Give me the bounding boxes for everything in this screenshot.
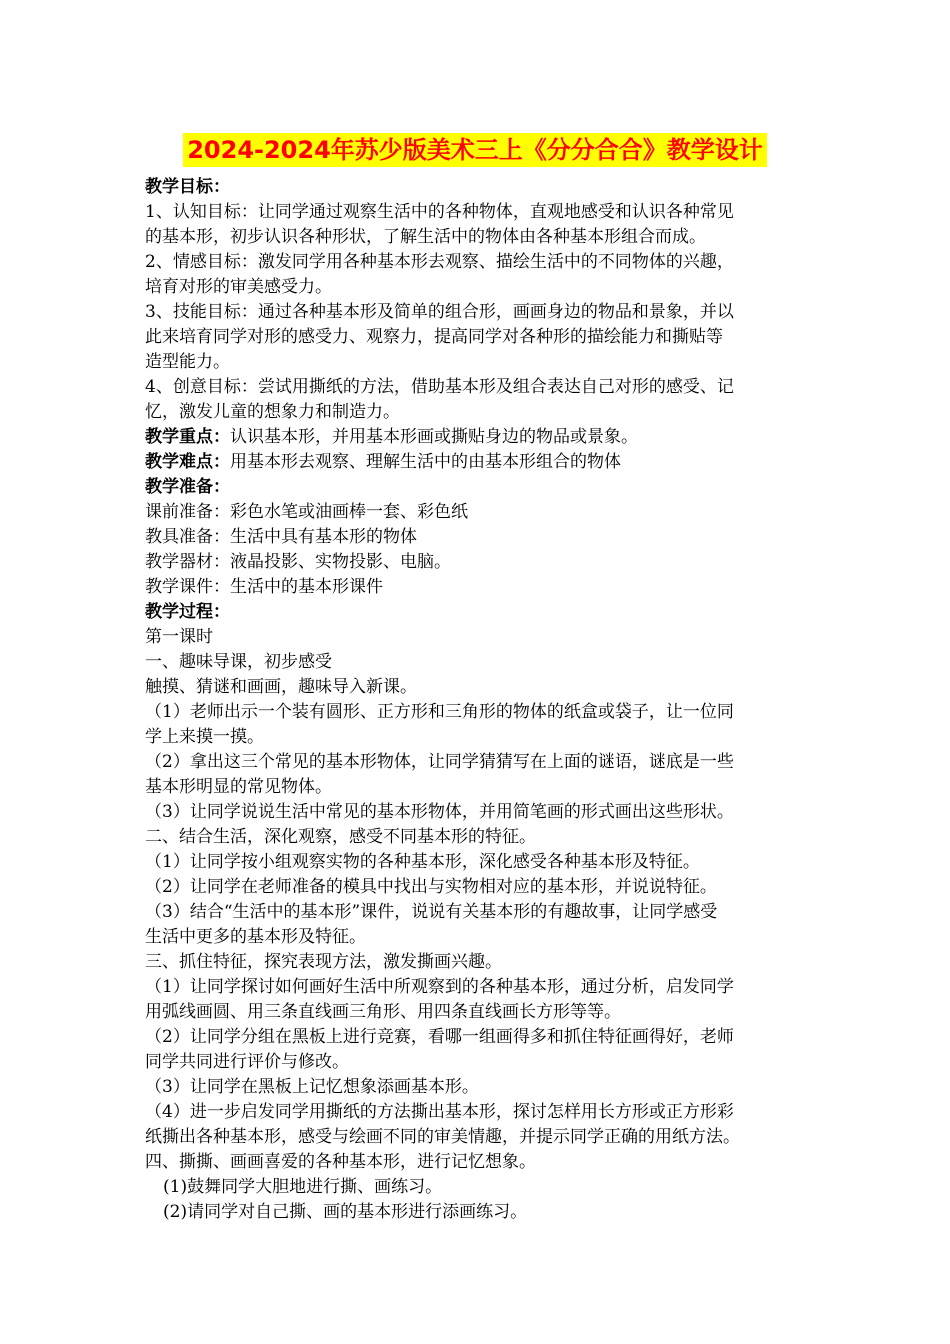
text-line <box>145 225 815 250</box>
text-line <box>145 750 815 775</box>
line-text: 教具准备：生活中具有基本形的物体 <box>145 527 417 547</box>
line-text: （4）进一步启发同学用撕纸的方法撕出基本形，探讨怎样用长方形或正方形彩 <box>145 1102 734 1122</box>
text-line <box>145 1125 815 1150</box>
text-line <box>145 475 815 500</box>
section-heading: 教学准备： <box>145 477 230 497</box>
line-text: 用基本形去观察、理解生活中的由基本形组合的物体 <box>230 452 621 472</box>
text-line <box>145 975 815 1000</box>
line-text: 课前准备：彩色水笔或油画棒一套、彩色纸 <box>145 502 468 522</box>
line-text: 第一课时 <box>145 627 213 647</box>
line-text: 三、抓住特征，探究表现方法，激发撕画兴趣。 <box>145 952 502 972</box>
line-text: 学上来摸一摸。 <box>145 727 264 747</box>
text-line <box>145 725 815 750</box>
text-line <box>145 650 815 675</box>
text-line <box>145 775 815 800</box>
text-line <box>145 900 815 925</box>
text-line <box>145 375 815 400</box>
line-text: （2）让同学分组在黑板上进行竞赛，看哪一组画得多和抓住特征画得好，老师 <box>145 1027 734 1047</box>
text-line <box>145 800 815 825</box>
text-line <box>145 925 815 950</box>
text-line <box>145 1025 815 1050</box>
text-line <box>145 1075 815 1100</box>
line-text: 纸撕出各种基本形，感受与绘画不同的审美情趣，并提示同学正确的用纸方法。 <box>145 1127 740 1147</box>
text-line <box>145 350 815 375</box>
line-text: 造型能力。 <box>145 352 230 372</box>
text-line <box>145 275 815 300</box>
line-text: （3）让同学在黑板上记忆想象添画基本形。 <box>145 1077 479 1097</box>
line-text: 基本形明显的常见物体。 <box>145 777 332 797</box>
text-line <box>145 325 815 350</box>
line-text: 同学共同进行评价与修改。 <box>145 1052 349 1072</box>
line-text: （1）让同学按小组观察实物的各种基本形，深化感受各种基本形及特征。 <box>145 852 700 872</box>
text-line <box>145 500 815 525</box>
text-line <box>145 575 815 600</box>
line-text: 生活中更多的基本形及特征。 <box>145 927 366 947</box>
line-text: （2）让同学在老师准备的模具中找出与实物相对应的基本形，并说说特征。 <box>145 877 717 897</box>
text-line <box>145 550 815 575</box>
line-text: 1、认知目标：让同学通过观察生活中的各种物体，直观地感受和认识各种常见 <box>145 202 734 222</box>
text-line <box>145 450 815 475</box>
text-line <box>145 1200 815 1225</box>
line-text: （1）让同学探讨如何画好生活中所观察到的各种基本形，通过分析，启发同学 <box>145 977 734 997</box>
line-text: 四、撕撕、画画喜爱的各种基本形，进行记忆想象。 <box>145 1152 536 1172</box>
text-line <box>145 250 815 275</box>
line-text: (2)请同学对自己撕、画的基本形进行添画练习。 <box>163 1202 528 1222</box>
section-heading: 教学过程： <box>145 602 230 622</box>
line-text: 触摸、猜谜和画画，趣味导入新课。 <box>145 677 417 697</box>
document-title: 2024-2024年苏少版美术三上《分分合合》教学设计 <box>183 133 767 167</box>
text-line <box>145 200 815 225</box>
line-text: 4、创意目标：尝试用撕纸的方法，借助基本形及组合表达自己对形的感受、记 <box>145 377 734 397</box>
line-text: 二、结合生活，深化观察，感受不同基本形的特征。 <box>145 827 536 847</box>
text-line <box>145 300 815 325</box>
line-text: （3）让同学说说生活中常见的基本形物体，并用简笔画的形式画出这些形状。 <box>145 802 734 822</box>
line-text: 用弧线画圆、用三条直线画三角形、用四条直线画长方形等等。 <box>145 1002 621 1022</box>
text-line <box>145 875 815 900</box>
line-text: 的基本形，初步认识各种形状，了解生活中的物体由各种基本形组合而成。 <box>145 227 706 247</box>
line-text: 一、趣味导课，初步感受 <box>145 652 332 672</box>
text-line <box>145 825 815 850</box>
text-line <box>145 1175 815 1200</box>
text-line <box>145 675 815 700</box>
text-line <box>145 600 815 625</box>
section-heading: 教学重点： <box>145 427 230 447</box>
text-line <box>145 850 815 875</box>
section-heading: 教学难点： <box>145 452 230 472</box>
text-line <box>145 1150 815 1175</box>
line-text: (1)鼓舞同学大胆地进行撕、画练习。 <box>163 1177 443 1197</box>
line-text: （3）结合“生活中的基本形”课件，说说有关基本形的有趣故事，让同学感受 <box>145 902 718 922</box>
document-body <box>145 175 815 1225</box>
line-text: 认识基本形，并用基本形画或撕贴身边的物品或景象。 <box>230 427 638 447</box>
line-text: 3、技能目标：通过各种基本形及简单的组合形，画画身边的物品和景象，并以 <box>145 302 734 322</box>
text-line <box>145 700 815 725</box>
text-line <box>145 625 815 650</box>
line-text: 教学器材：液晶投影、实物投影、电脑。 <box>145 552 451 572</box>
line-text: 2、情感目标：激发同学用各种基本形去观察、描绘生活中的不同物体的兴趣， <box>145 252 734 272</box>
text-line <box>145 525 815 550</box>
text-line <box>145 950 815 975</box>
title-wrap <box>0 133 950 167</box>
line-text: 教学课件：生活中的基本形课件 <box>145 577 383 597</box>
line-text: （1）老师出示一个装有圆形、正方形和三角形的物体的纸盒或袋子，让一位同 <box>145 702 734 722</box>
text-line <box>145 400 815 425</box>
line-text: 培育对形的审美感受力。 <box>145 277 332 297</box>
text-line <box>145 1050 815 1075</box>
text-line <box>145 425 815 450</box>
line-text: （2）拿出这三个常见的基本形物体，让同学猜猜写在上面的谜语，谜底是一些 <box>145 752 734 772</box>
text-line <box>145 1000 815 1025</box>
section-heading: 教学目标： <box>145 177 230 197</box>
line-text: 此来培育同学对形的感受力、观察力，提高同学对各种形的描绘能力和撕贴等 <box>145 327 723 347</box>
text-line <box>145 1100 815 1125</box>
text-line <box>145 175 815 200</box>
line-text: 忆，激发儿童的想象力和制造力。 <box>145 402 400 422</box>
